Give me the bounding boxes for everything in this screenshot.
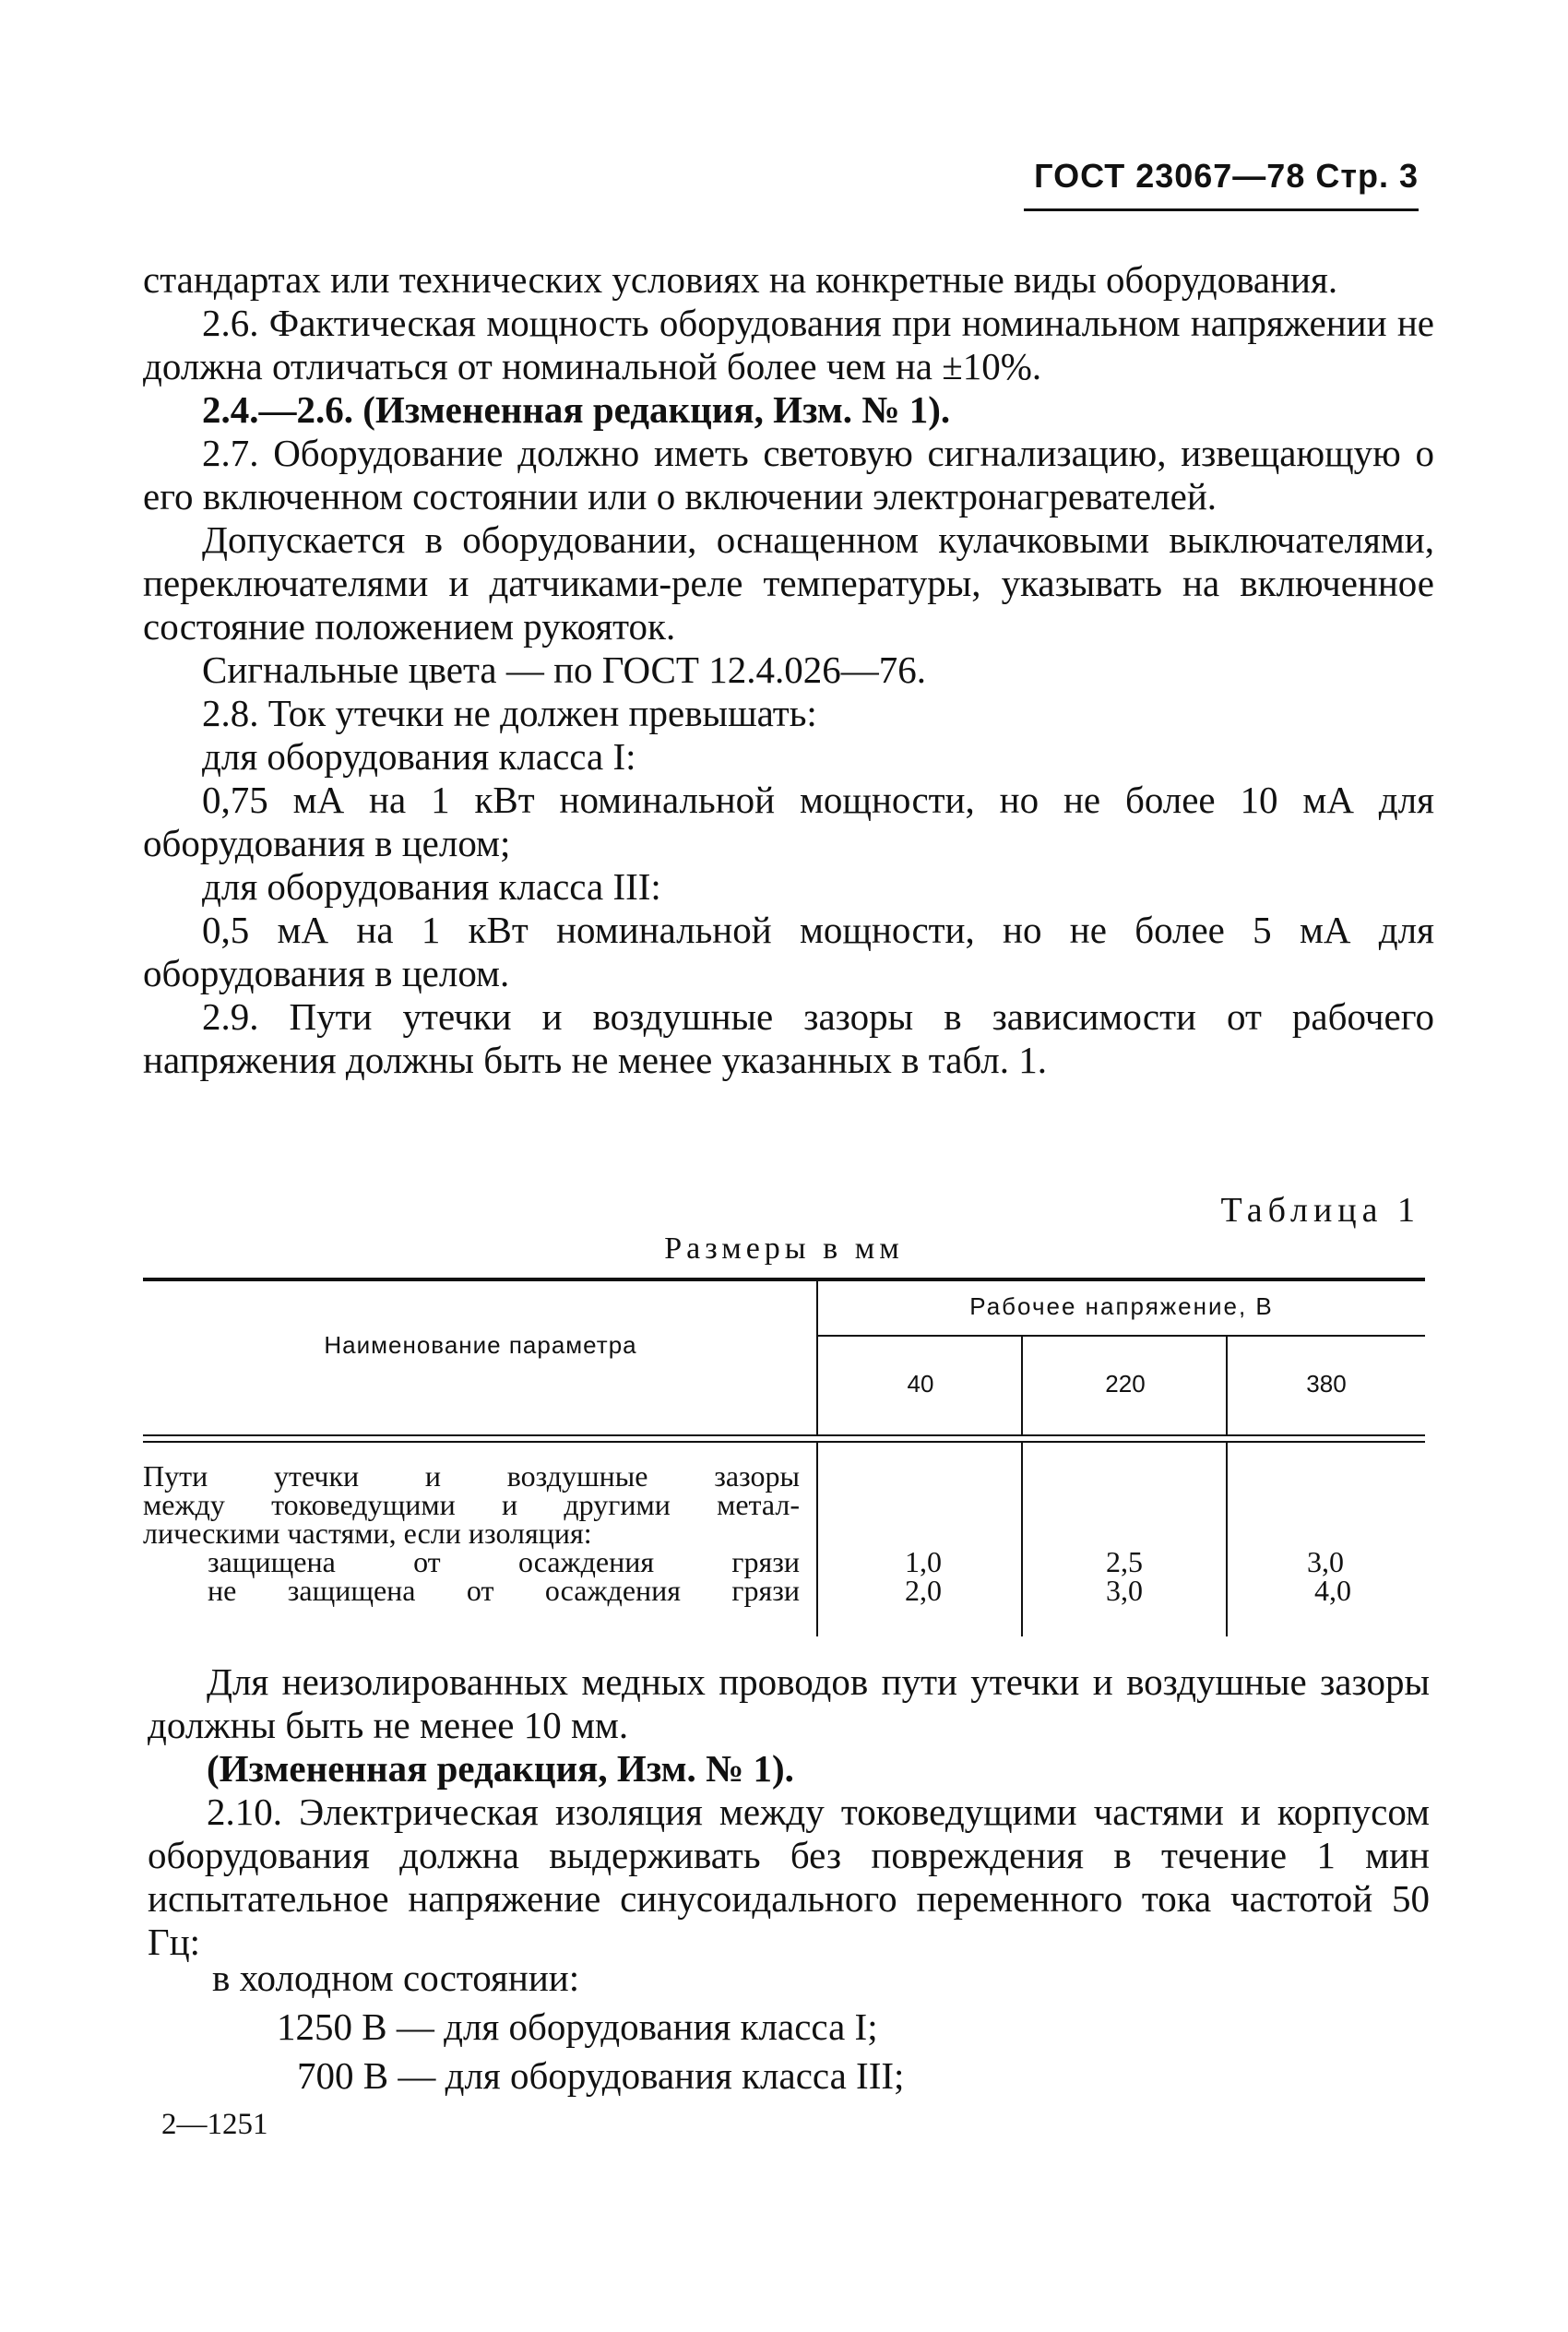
paragraph-2-10: 2.10. Электрическая изоляция между токоведущими частями и корпусом оборудования должна выдерживать без повреждения в течение 1 мин испытательное напряжение синусоидального переменного тока частотой 50 Гц: [148, 1791, 1430, 1963]
desc-line: между токоведущими и другими метал- [143, 1488, 800, 1521]
voltage-list [212, 1954, 904, 2100]
table-header-parameter: Наименование параметра [324, 1331, 637, 1359]
paragraph-2-9: 2.9. Пути утечки и воздушные зазоры в зависимости от рабочего напряжения должны быть не менее указанных в табл. 1. [143, 995, 1434, 1081]
desc-line: Пути утечки и воздушные зазоры [143, 1459, 800, 1493]
header-rule [1024, 208, 1419, 211]
body-text [143, 258, 1434, 1082]
page-footer-code: 2—1251 [161, 2108, 268, 2141]
table-col-divider [816, 1443, 818, 1636]
table-header-rule [143, 1434, 1425, 1436]
table-row-description [143, 1459, 800, 1607]
table-cell: 3,0 [1307, 1545, 1344, 1578]
table-header-220: 220 [1105, 1370, 1146, 1398]
table-header-380: 380 [1306, 1370, 1347, 1398]
paragraph: Сигнальные цвета — по ГОСТ 12.4.026—76. [202, 648, 926, 691]
paragraph-2-6: 2.6. Фактическая мощность оборудования при номинальном напряжении не должна отличаться от номинальной более чем на ±10%. [143, 302, 1434, 387]
desc-line: не защищена от осаждения грязи [208, 1574, 800, 1607]
table-units: Размеры в мм [664, 1231, 904, 1266]
list-item: 700 В — для оборудования класса III; [297, 2054, 905, 2097]
paragraph-2-7: 2.7. Оборудование должно иметь световую сигнализацию, извещающую о его включенном состоянии или о включении электронагревателей. [143, 432, 1434, 518]
desc-line: лическими частями, если изоляция: [143, 1517, 592, 1550]
table-top-rule [143, 1278, 1425, 1281]
table-header-voltage: Рабочее напряжение, В [969, 1292, 1274, 1320]
table-col-divider [1226, 1443, 1228, 1636]
table-header-rule [143, 1441, 1425, 1443]
desc-line: защищена от осаждения грязи [208, 1545, 800, 1578]
table-cell: 4,0 [1314, 1574, 1351, 1607]
table-header-40: 40 [907, 1370, 934, 1398]
paragraph: 0,5 мА на 1 кВт номинальной мощности, но не более 5 мА для оборудования в целом. [143, 909, 1434, 994]
paragraph: 0,75 мА на 1 кВт номинальной мощности, но не более 10 мА для оборудования в целом; [143, 779, 1434, 864]
amendment-note: (Измененная редакция, Изм. № 1). [207, 1747, 794, 1790]
list-item: 1250 В — для оборудования класса I; [277, 2005, 878, 2048]
paragraph: Для неизолированных медных проводов пути утечки и воздушные зазоры должны быть не менее 10 мм. [148, 1660, 1430, 1746]
list-intro: в холодном состоянии: [212, 1957, 580, 1999]
table-cell: 2,0 [905, 1574, 942, 1607]
table-cell: 3,0 [1106, 1574, 1143, 1607]
table-cell: 1,0 [905, 1545, 942, 1578]
paragraph: стандартах или технических условиях на конкретные виды оборудования. [143, 258, 1338, 301]
page-header: ГОСТ 23067—78 Стр. 3 [1034, 157, 1419, 195]
paragraph: для оборудования класса I: [202, 735, 636, 778]
table-1 [143, 1278, 1425, 1642]
paragraph: для оборудования класса III: [202, 865, 661, 908]
table-number: Таблица 1 [1220, 1191, 1420, 1230]
paragraph-2-8: 2.8. Ток утечки не должен превышать: [202, 692, 817, 734]
body-text-after-table [148, 1660, 1430, 1964]
table-col-divider [1021, 1443, 1023, 1636]
amendment-note: 2.4.—2.6. (Измененная редакция, Изм. № 1). [202, 388, 951, 431]
table-cell: 2,5 [1106, 1545, 1143, 1578]
table-header-divider [818, 1335, 1425, 1337]
paragraph: Допускается в оборудовании, оснащенном кулачковыми выключателями, переключателями и датчиками-реле температуры, указывать на включенное состояние положением рукояток. [143, 518, 1434, 648]
